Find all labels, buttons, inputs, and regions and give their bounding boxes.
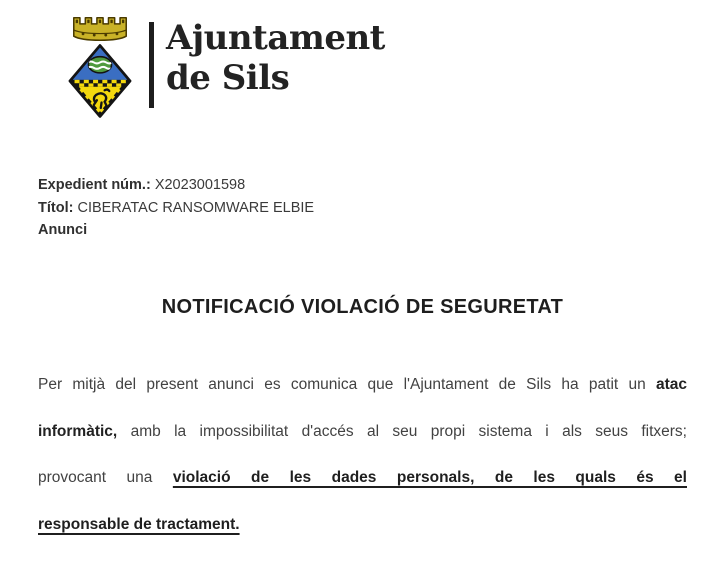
body-text-segment: atac	[655, 376, 687, 393]
logo-divider	[149, 22, 154, 108]
org-name-line2: de Sils	[166, 58, 290, 98]
body-text-segment: amb la impossibilitat d'accés al seu propi sistema i als seus fitxers;	[117, 422, 687, 440]
body-text-segment: Per mitjà del present anunci es comunica que l'Ajuntament de Sils ha patit un	[38, 376, 656, 393]
coat-of-arms-icon	[58, 10, 142, 118]
org-name-line1: Ajuntament	[166, 18, 385, 58]
expedient-value: X2023001598	[150, 177, 246, 193]
body-text-segment: responsable de tractament.	[38, 515, 240, 533]
body-line	[38, 362, 687, 409]
body-line	[38, 409, 687, 456]
case-info	[38, 174, 314, 242]
body-text-segment: violació de les dades personals, de les quals és el	[172, 469, 687, 486]
expedient-line	[38, 174, 314, 197]
title-value: CIBERATAC RANSOMWARE ELBIE	[73, 199, 315, 216]
expedient-label: Expedient núm.:	[38, 177, 151, 193]
title-label: Títol:	[38, 199, 74, 216]
title-line	[38, 197, 314, 220]
org-name	[166, 18, 385, 98]
shield-icon	[70, 45, 130, 116]
crown-icon	[74, 18, 126, 41]
body-line	[38, 455, 687, 502]
notice-body	[38, 362, 687, 548]
doc-type: Anunci	[38, 222, 88, 238]
body-line	[38, 502, 687, 549]
pond-emblem	[88, 57, 113, 73]
body-text-segment: provocant una	[38, 469, 173, 486]
body-text-segment: informàtic,	[38, 422, 118, 440]
header-logo-block	[58, 8, 398, 120]
notice-heading: NOTIFICACIÓ VIOLACIÓ DE SEGURETAT	[161, 296, 564, 318]
